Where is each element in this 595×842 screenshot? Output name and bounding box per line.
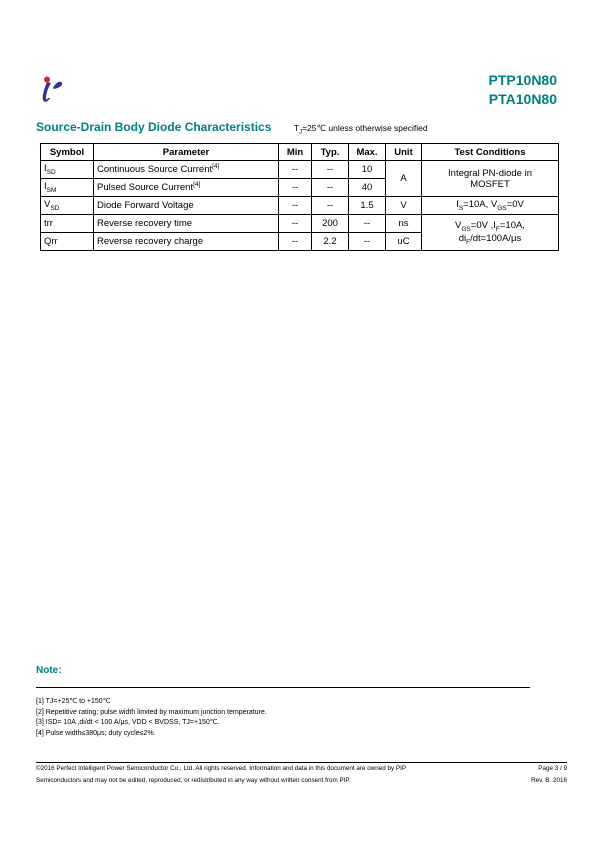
table-row [41,161,559,179]
parameter-cell: Reverse recovery time [94,215,279,233]
part-number-2: PTA10N80 [488,91,557,107]
test-condition-cell: $I_S=10A$, $V_{GS}=0V$ [422,197,559,215]
symbol-cell: $I_{SD}$ [41,161,94,179]
table-row [41,197,559,215]
symbol-cell: $V_{SD}$ [41,197,94,215]
typ-cell: 200 [312,215,349,233]
min-cell: -- [279,197,312,215]
symbol-cell: Qrr [41,233,94,251]
notes-divider [36,687,530,688]
col-header-typ: Typ. [312,144,349,161]
parameter-cell: Pulsed Source Current[4] [94,179,279,197]
table-row [41,215,559,233]
parameter-cell: Reverse recovery charge [94,233,279,251]
parameter-cell: Diode Forward Voltage [94,197,279,215]
note-item: [3] ISD= 10A ,di/dt < 100 A/μs, VDD < BVDSS, TJ=+150℃. [36,719,220,726]
test-condition-cell: $V_{GS}=0V$ $,I_F=10A$, $di_F/dt=100A/\mu s$ [422,215,559,251]
max-cell: -- [349,233,386,251]
col-header-max: Max. [349,144,386,161]
min-cell: -- [279,161,312,179]
note-item: [1] TJ=+25℃ to +150℃ [36,698,111,705]
col-header-test-conditions: Test Conditions [422,144,559,161]
min-cell: -- [279,233,312,251]
test-condition-cell: Integral PN-diode in MOSFET [422,161,559,197]
min-cell: -- [279,179,312,197]
footer-line-2 [36,777,567,784]
revision: Rev. B. 2016 [531,777,567,784]
footer-divider [36,762,567,763]
symbol-cell: trr [41,215,94,233]
col-header-parameter: Parameter [94,144,279,161]
max-cell: 10 [349,161,386,179]
part-number-1: PTP10N80 [488,72,557,88]
min-cell: -- [279,215,312,233]
unit-cell: V [386,197,422,215]
pip-logo-icon [38,76,64,104]
typ-cell: -- [312,179,349,197]
col-header-unit: Unit [386,144,422,161]
unit-cell: ns [386,215,422,233]
copyright-text-continued: Semiconductors and may not be edited, reproduced, or redistributed in any way without written consent from PIP. [36,777,351,784]
table-header-row [41,144,559,161]
section-heading [36,118,428,136]
diode-characteristics-table [40,143,559,251]
page-number: Page 3 / 9 [538,765,567,772]
section-condition: $T_J=25℃$ unless otherwise specified [293,123,428,136]
max-cell: 40 [349,179,386,197]
section-title: Source-Drain Body Diode Characteristics [36,120,272,134]
note-item: [2] Repetitive rating; pulse width limited by maximum junction temperature. [36,708,267,716]
col-header-min: Min [279,144,312,161]
note-item: [4] Pulse width≤380μs; duty cycle≤2%. [36,729,156,737]
notes-list [36,697,267,739]
typ-cell: 2.2 [312,233,349,251]
typ-cell: -- [312,197,349,215]
col-header-symbol: Symbol [41,144,94,161]
symbol-cell: $I_{SM}$ [41,179,94,197]
footer-line-1 [36,765,567,772]
copyright-text: ©2016 Perfect Intelligent Power Semiconductor Co., Ltd. All rights reserved. Information and data in this document are owned by PIP [36,765,407,772]
notes-heading: Note: [36,665,62,676]
parameter-cell: Continuous Source Current[4] [94,161,279,179]
max-cell: -- [349,215,386,233]
unit-cell: uC [386,233,422,251]
typ-cell: -- [312,161,349,179]
max-cell: 1.5 [349,197,386,215]
part-numbers [489,71,557,109]
unit-cell: A [386,161,422,197]
